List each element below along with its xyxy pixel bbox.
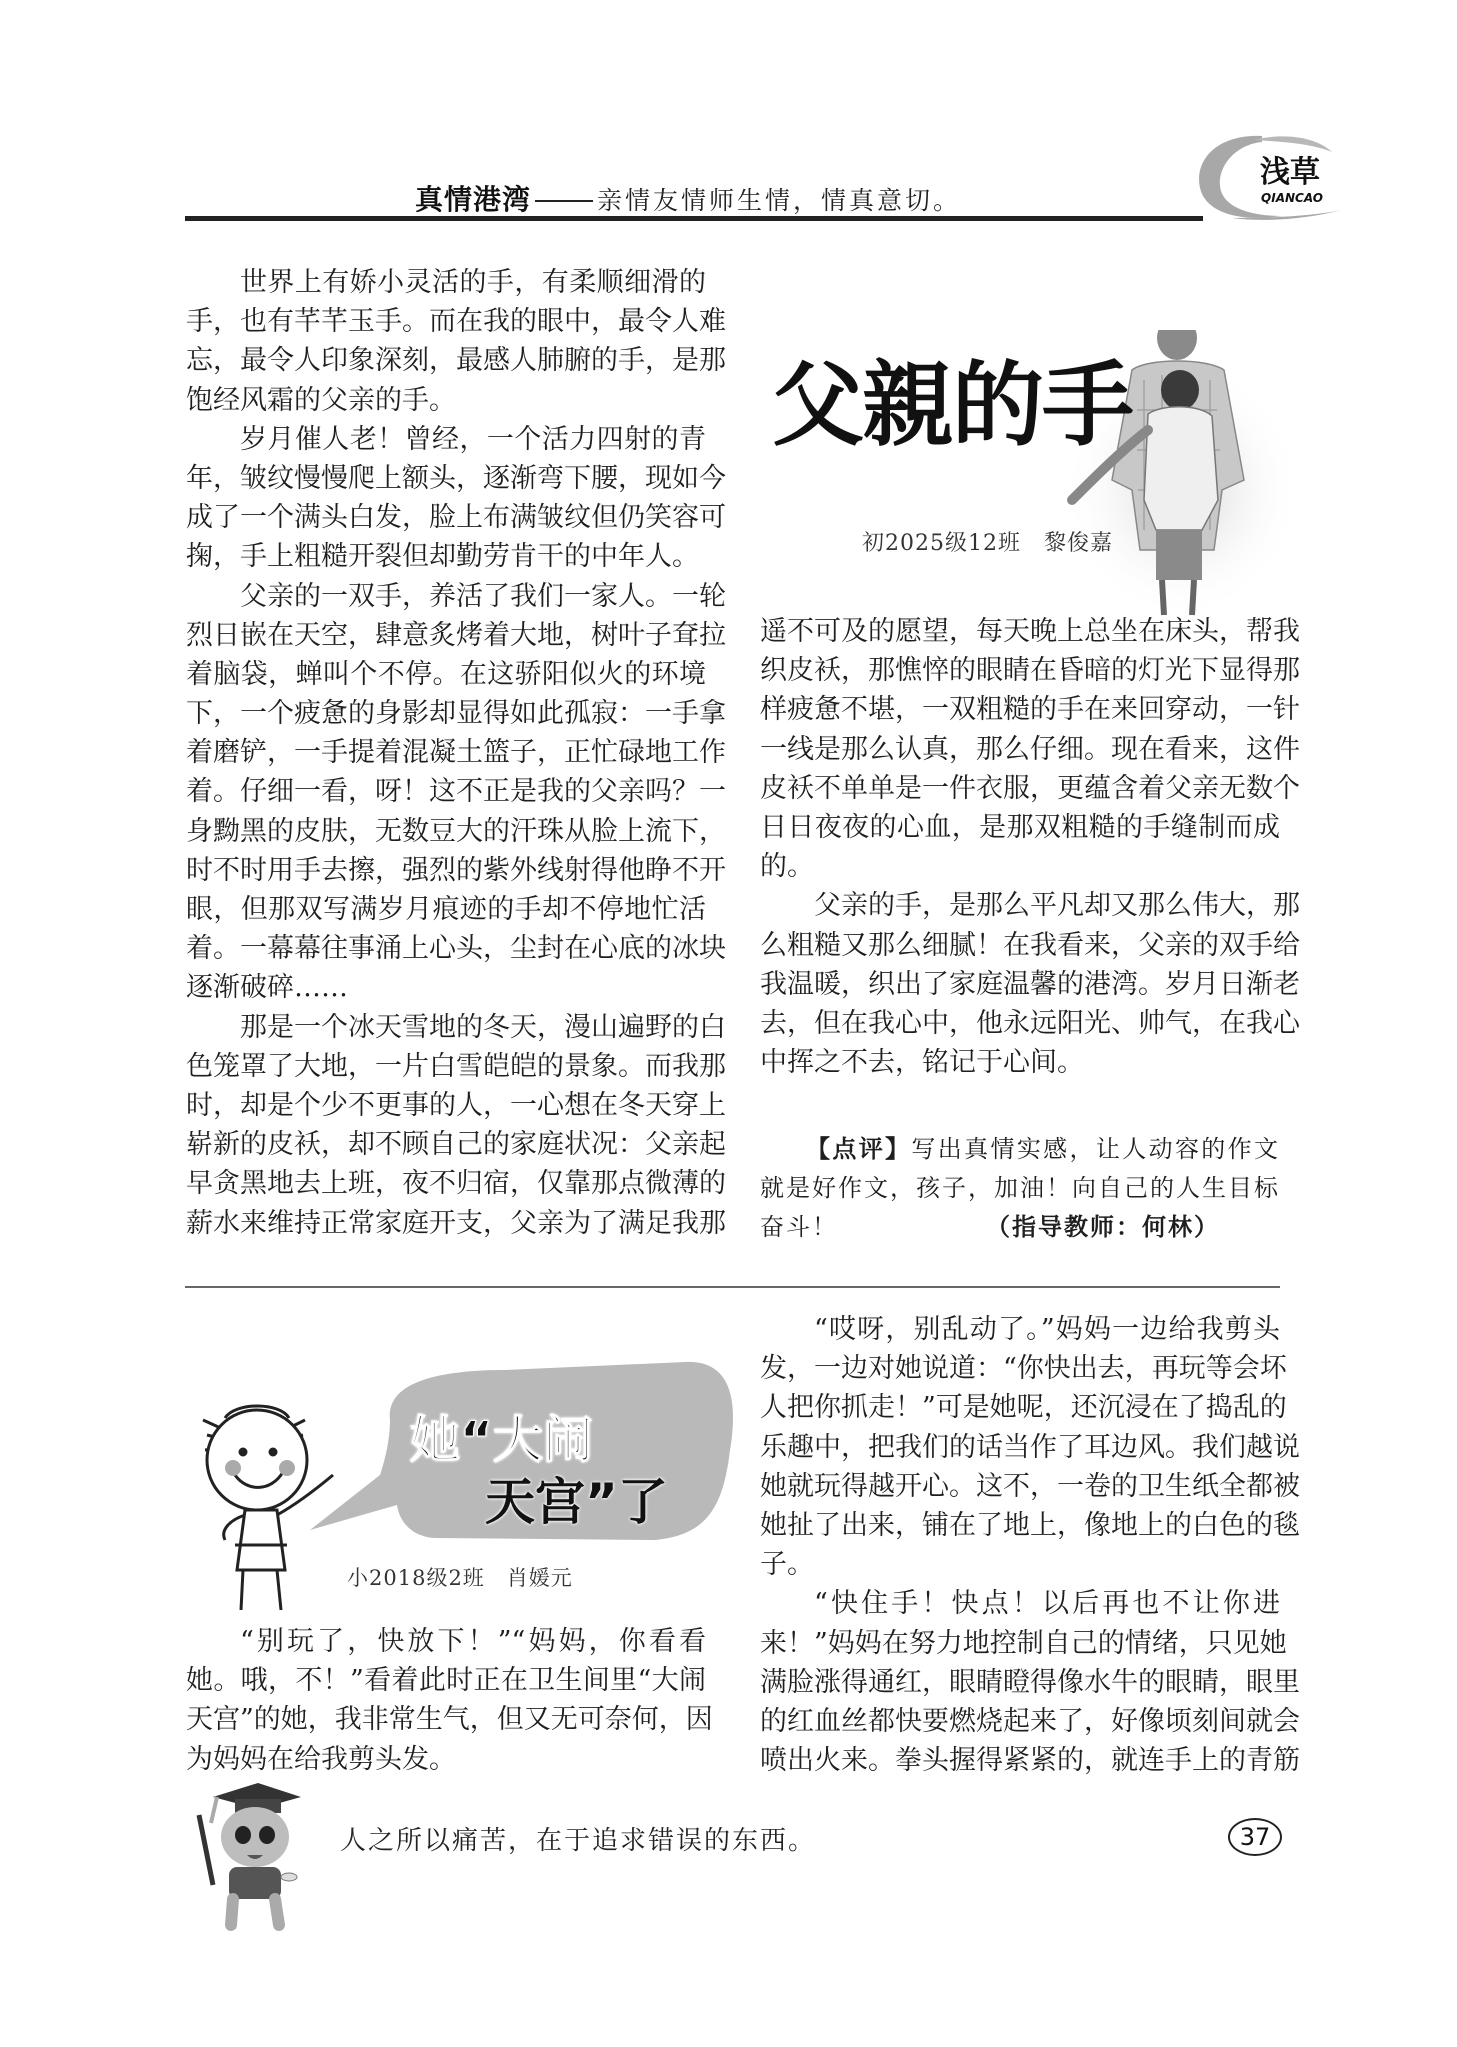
text-line: 着。仔细一看，呀！这不正是我的父亲吗？一 (186, 776, 726, 808)
text-line: “快住手！快点！以后再也不让你进 (814, 1588, 1280, 1620)
text-line: 她。哦，不！”看着此时正在卫生间里“大闹 (186, 1665, 706, 1697)
text-line: 么粗糙又那么细腻！在我看来，父亲的双手给 (760, 929, 1300, 961)
text-line: 时不时用手去擦，强烈的紫外线射得他睁不开 (186, 854, 726, 886)
text-line: 皮袄不单单是一件衣服，更蕴含着父亲无数个 (760, 772, 1300, 804)
text-line: 中挥之不去，铭记于心间。 (760, 1047, 1084, 1079)
comment-tag: 【点评】 (806, 1135, 912, 1163)
text-line: 眼，但那双写满岁月痕迹的手却不停地忙活 (186, 894, 706, 925)
teacher-comment (760, 1130, 1280, 1248)
article1-title-block (752, 330, 1292, 620)
text-line: 喷出火来。拳头握得紧紧的，就连手上的青筋 (760, 1745, 1300, 1777)
text-line: 岁月催人老！曾经，一个活力四射的青 (240, 423, 706, 455)
section-divider (185, 1286, 1280, 1288)
text-line: 遥不可及的愿望，每天晚上总坐在床头，帮我 (760, 616, 1300, 647)
text-line: 乐趣中，把我们的话当作了耳边风。我们越说 (760, 1431, 1300, 1463)
text-line: 着。一幕幕往事涌上心头，尘封在心底的冰块 (186, 933, 726, 965)
article2-title-line1: 她“大闹 (410, 1411, 593, 1469)
text-line: 天宫”的她，我非常生气，但又无可奈何，因 (186, 1704, 713, 1736)
instructor-credit: （指导教师：何林） (986, 1213, 1220, 1242)
comment-line-1 (760, 1130, 1280, 1169)
text-line: 那是一个冰天雪地的冬天，漫山遍野的白 (240, 1011, 726, 1043)
header-dash (535, 200, 593, 202)
text-line: 着脑袋，蝉叫个不停。在这骄阳似火的环境 (186, 658, 706, 690)
text-line: 身黝黑的皮肤，无数豆大的汗珠从脸上流下， (186, 815, 726, 847)
text-line: 成了一个满头白发，脸上布满皱纹但仍笑容可 (186, 502, 726, 534)
text-line: 人把你抓走！”可是她呢，还沉浸在了捣乱的 (760, 1392, 1287, 1424)
magazine-logo (1192, 130, 1352, 222)
text-line: “别玩了，快放下！”“妈妈，你看看 (240, 1626, 706, 1657)
text-line: 时，却是个少不更事的人，一心想在冬天穿上 (186, 1089, 726, 1121)
section-header (415, 178, 961, 218)
text-line: 早贪黑地去上班，夜不归宿，仅靠那点微薄的 (186, 1168, 726, 1200)
text-line: 下，一个疲惫的身影却显得如此孤寂：一手拿 (186, 698, 726, 730)
article2-byline: 小2018级2班 肖媛元 (347, 1566, 573, 1590)
text-line: 掬，手上粗糙开裂但却勤劳肯干的中年人。 (186, 541, 699, 573)
text-line: 色笼罩了大地，一片白雪皑皑的景象。而我那 (186, 1050, 726, 1082)
article2-left-column (186, 1622, 713, 1779)
text-line: 织皮袄，那憔悴的眼睛在昏暗的灯光下显得那 (760, 655, 1300, 687)
text-line: 日日夜夜的心血，是那双粗糙的手缝制而成 (760, 811, 1280, 843)
text-line: 的。 (760, 851, 814, 883)
text-line: 父亲的手，是那么平凡却又那么伟大，那 (814, 890, 1300, 922)
text-line: 她扯了出来，铺在了地上，像地上的白色的毯 (760, 1509, 1300, 1541)
text-line: 逐渐破碎…… (186, 972, 348, 1004)
text-line: 忘，最令人印象深刻，最感人肺腑的手，是那 (186, 345, 726, 377)
text-line: 的红血丝都快要燃烧起来了，好像顷刻间就会 (760, 1705, 1300, 1737)
text-line: 我温暖，织出了家庭温馨的港湾。岁月日渐老 (760, 968, 1300, 1000)
comment-text-1: 写出真情实感，让人动容的作文 (911, 1135, 1281, 1163)
text-line: 发，一边对她说道：“你快出去，再玩等会坏 (760, 1353, 1287, 1385)
article2-title-line2: 天宫”了 (485, 1473, 668, 1531)
comment-text-3: 奋斗！ (760, 1213, 838, 1242)
comment-line-3 (760, 1208, 1280, 1247)
section-title: 真情港湾 (415, 183, 532, 216)
article2-title-block (185, 1340, 745, 1610)
logo-text-en: QIANCAO (1261, 191, 1323, 205)
text-line: 饱经风霜的父亲的手。 (186, 384, 456, 416)
text-line: 烈日嵌在天空，肆意炙烤着大地，树叶子耷拉 (186, 619, 726, 651)
header-rule (185, 216, 1203, 221)
article1-title: 父親的手 (772, 351, 1133, 459)
text-line: “哎呀，别乱动了。”妈妈一边给我剪头 (814, 1314, 1280, 1345)
graduate-mascot-icon (183, 1775, 313, 1940)
logo-text-cn: 浅草 (1260, 155, 1320, 190)
article1-byline: 初2025级12班 黎俊嘉 (862, 531, 1113, 556)
text-line: 去，但在我心中，他永远阳光、帅气，在我心 (760, 1007, 1300, 1039)
section-subtitle: 亲情友情师生情，情真意切。 (597, 186, 962, 215)
text-line: 满脸涨得通红，眼睛瞪得像水牛的眼睛，眼里 (760, 1666, 1300, 1698)
text-line: 手，也有芊芊玉手。而在我的眼中，最令人难 (186, 306, 726, 338)
footer-quote: 人之所以痛苦，在于追求错误的东西。 (340, 1826, 817, 1856)
text-line: 子。 (760, 1549, 814, 1581)
text-line: 一线是那么认真，那么仔细。现在看来，这件 (760, 733, 1300, 765)
text-line: 样疲惫不堪，一双粗糙的手在来回穿动，一针 (760, 694, 1300, 726)
text-line: 为妈妈在给我剪头发。 (186, 1743, 456, 1775)
text-line: 她就玩得越开心。这不，一卷的卫生纸全都被 (760, 1470, 1300, 1502)
text-line: 世界上有娇小灵活的手，有柔顺细滑的 (240, 267, 706, 298)
text-line: 来！”妈妈在努力地控制自己的情绪，只见她 (760, 1627, 1287, 1659)
text-line: 着磨铲，一手提着混凝土篮子，正忙碌地工作 (186, 737, 726, 769)
text-line: 父亲的一双手，养活了我们一家人。一轮 (240, 580, 726, 612)
text-line: 崭新的皮袄，却不顾自己的家庭状况：父亲起 (186, 1129, 726, 1161)
article1-right-column (760, 612, 1300, 1082)
article1-left-column (186, 263, 726, 1243)
comment-line-2: 就是好作文，孩子，加油！向自己的人生目标 (760, 1174, 1280, 1203)
article2-right-column (760, 1310, 1300, 1780)
text-line: 薪水来维持正常家庭开支，父亲为了满足我那 (186, 1207, 726, 1239)
page-number: 37 (1228, 1818, 1282, 1856)
text-line: 年，皱纹慢慢爬上额头，逐渐弯下腰，现如今 (186, 462, 726, 494)
